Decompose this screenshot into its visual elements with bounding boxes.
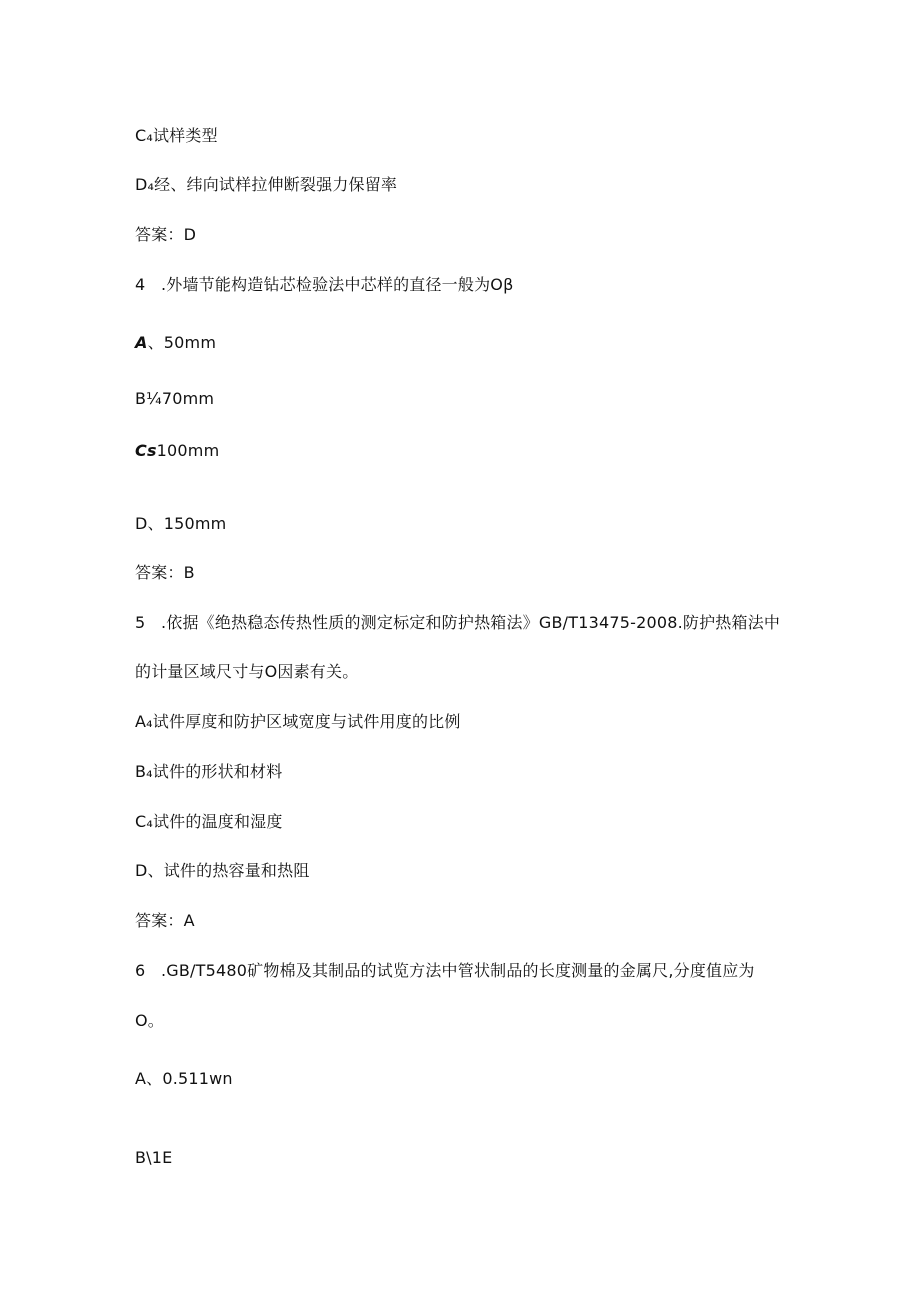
option-c-text: C₄试样类型 — [135, 126, 218, 145]
option-text: B\1E — [135, 1148, 173, 1167]
answer-line — [135, 225, 196, 245]
question-text: O。 — [135, 1011, 164, 1030]
option-d-line — [135, 175, 397, 195]
option-text: B¼70mm — [135, 389, 215, 408]
q4-answer — [135, 563, 195, 583]
option-text: 、50mm — [147, 333, 217, 352]
question-text: .GB/T5480矿物棉及其制品的试览方法中管状制品的长度测量的金属尺,分度值应为 — [161, 961, 755, 980]
answer-text: 答案：B — [135, 563, 195, 582]
question-4 — [135, 275, 514, 295]
q6-option-a — [135, 1069, 233, 1089]
q4-option-c — [135, 441, 219, 461]
question-text: .依据《绝热稳态传热性质的测定标定和防护热箱法》GB/T13475-2008.防护热箱法中 — [161, 613, 781, 632]
question-6-line-2 — [135, 1011, 164, 1031]
question-text: .外墙节能构造钻芯检验法中芯样的直径一般为Oβ — [161, 275, 514, 294]
option-text: A₄试件厚度和防护区域宽度与试件用度的比例 — [135, 712, 461, 731]
question-6-line-1 — [135, 961, 755, 981]
option-text: A、0.511wn — [135, 1069, 233, 1088]
question-number: 5 — [135, 613, 146, 632]
q5-option-c — [135, 812, 283, 832]
question-text: 的计量区域尺寸与O因素有关。 — [135, 662, 359, 681]
option-d-text: D₄经、纬向试样拉伸断裂强力保留率 — [135, 175, 398, 194]
q5-option-a — [135, 712, 461, 732]
option-text: B₄试件的形状和材料 — [135, 762, 283, 781]
option-letter: Cs — [135, 441, 157, 460]
question-number: 6 — [135, 961, 146, 980]
q5-option-b — [135, 762, 282, 782]
question-number: 4 — [135, 275, 146, 294]
q5-answer — [135, 911, 195, 931]
option-c-line — [135, 126, 218, 146]
option-letter: A — [135, 333, 148, 352]
q5-option-d — [135, 861, 310, 881]
q4-option-b — [135, 389, 214, 409]
option-text: 100mm — [156, 441, 220, 460]
answer-text: 答案：A — [135, 911, 195, 930]
q4-option-a — [135, 333, 216, 353]
answer-text: 答案：D — [135, 225, 197, 244]
option-text: C₄试件的温度和湿度 — [135, 812, 283, 831]
option-text: D、150mm — [135, 514, 227, 533]
q6-option-b — [135, 1148, 172, 1168]
option-text: D、试件的热容量和热阻 — [135, 861, 310, 880]
question-5-line-2 — [135, 662, 358, 682]
question-5-line-1 — [135, 613, 780, 633]
q4-option-d — [135, 514, 226, 534]
